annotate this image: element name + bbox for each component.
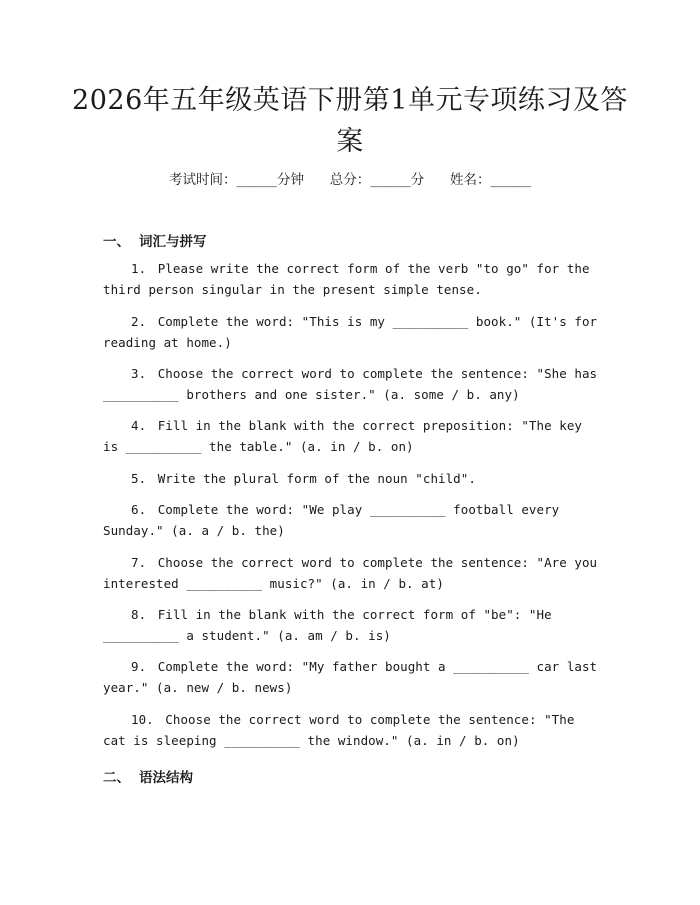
question-item [103, 469, 603, 490]
question-item [103, 500, 603, 541]
question-number: 8. [131, 607, 147, 622]
question-text: Complete the word: "My father bought a __________ car last year." (a. new / b. news) [103, 659, 598, 695]
question-item [103, 312, 603, 353]
question-item [103, 710, 603, 751]
section-title: 语法结构 [139, 770, 193, 786]
section-heading-vocabulary [103, 230, 207, 250]
exam-info-line: 考试时间：______分钟 总分：______分 姓名：______ [169, 172, 531, 188]
question-text: Choose the correct word to complete the sentence: "She has __________ brothers and one sister." (a. some / b. any) [103, 366, 598, 402]
question-text: Fill in the blank with the correct preposition: "The key is __________ the table." (a. in / b. on) [103, 418, 582, 454]
question-text: Choose the correct word to complete the sentence: "Are you interested __________ music?" (a. in / b. at) [103, 555, 598, 591]
question-number: 2. [131, 314, 147, 329]
section-number: 二、 [103, 770, 130, 786]
section-number: 一、 [103, 234, 130, 250]
question-number: 9. [131, 659, 147, 674]
question-number: 10. [131, 712, 154, 727]
question-number: 7. [131, 555, 147, 570]
section-heading-grammar [103, 766, 193, 786]
question-number: 6. [131, 502, 147, 517]
question-item [103, 259, 603, 300]
question-item [103, 605, 603, 646]
question-number: 1. [131, 261, 147, 276]
question-number: 4. [131, 418, 147, 433]
question-text: Write the plural form of the noun "child". [150, 471, 476, 486]
question-item [103, 553, 603, 594]
question-text: Please write the correct form of the verb "to go" for the third person singular in the present simple tense. [103, 261, 590, 297]
question-item [103, 657, 603, 698]
question-text: Complete the word: "This is my __________ book." (It's for reading at home.) [103, 314, 598, 350]
section-title: 词汇与拼写 [139, 234, 207, 250]
question-number: 5. [131, 471, 147, 486]
question-text: Complete the word: "We play __________ football every Sunday." (a. a / b. the) [103, 502, 560, 538]
question-text: Fill in the blank with the correct form of "be": "He __________ a student." (a. am / b. is) [103, 607, 552, 643]
question-item [103, 416, 603, 457]
question-text: Choose the correct word to complete the sentence: "The cat is sleeping __________ the window." (a. in / b. on) [103, 712, 575, 748]
question-item [103, 364, 603, 405]
question-number: 3. [131, 366, 147, 381]
document-title: 2026年五年级英语下册第1单元专项练习及答案 [72, 85, 628, 157]
